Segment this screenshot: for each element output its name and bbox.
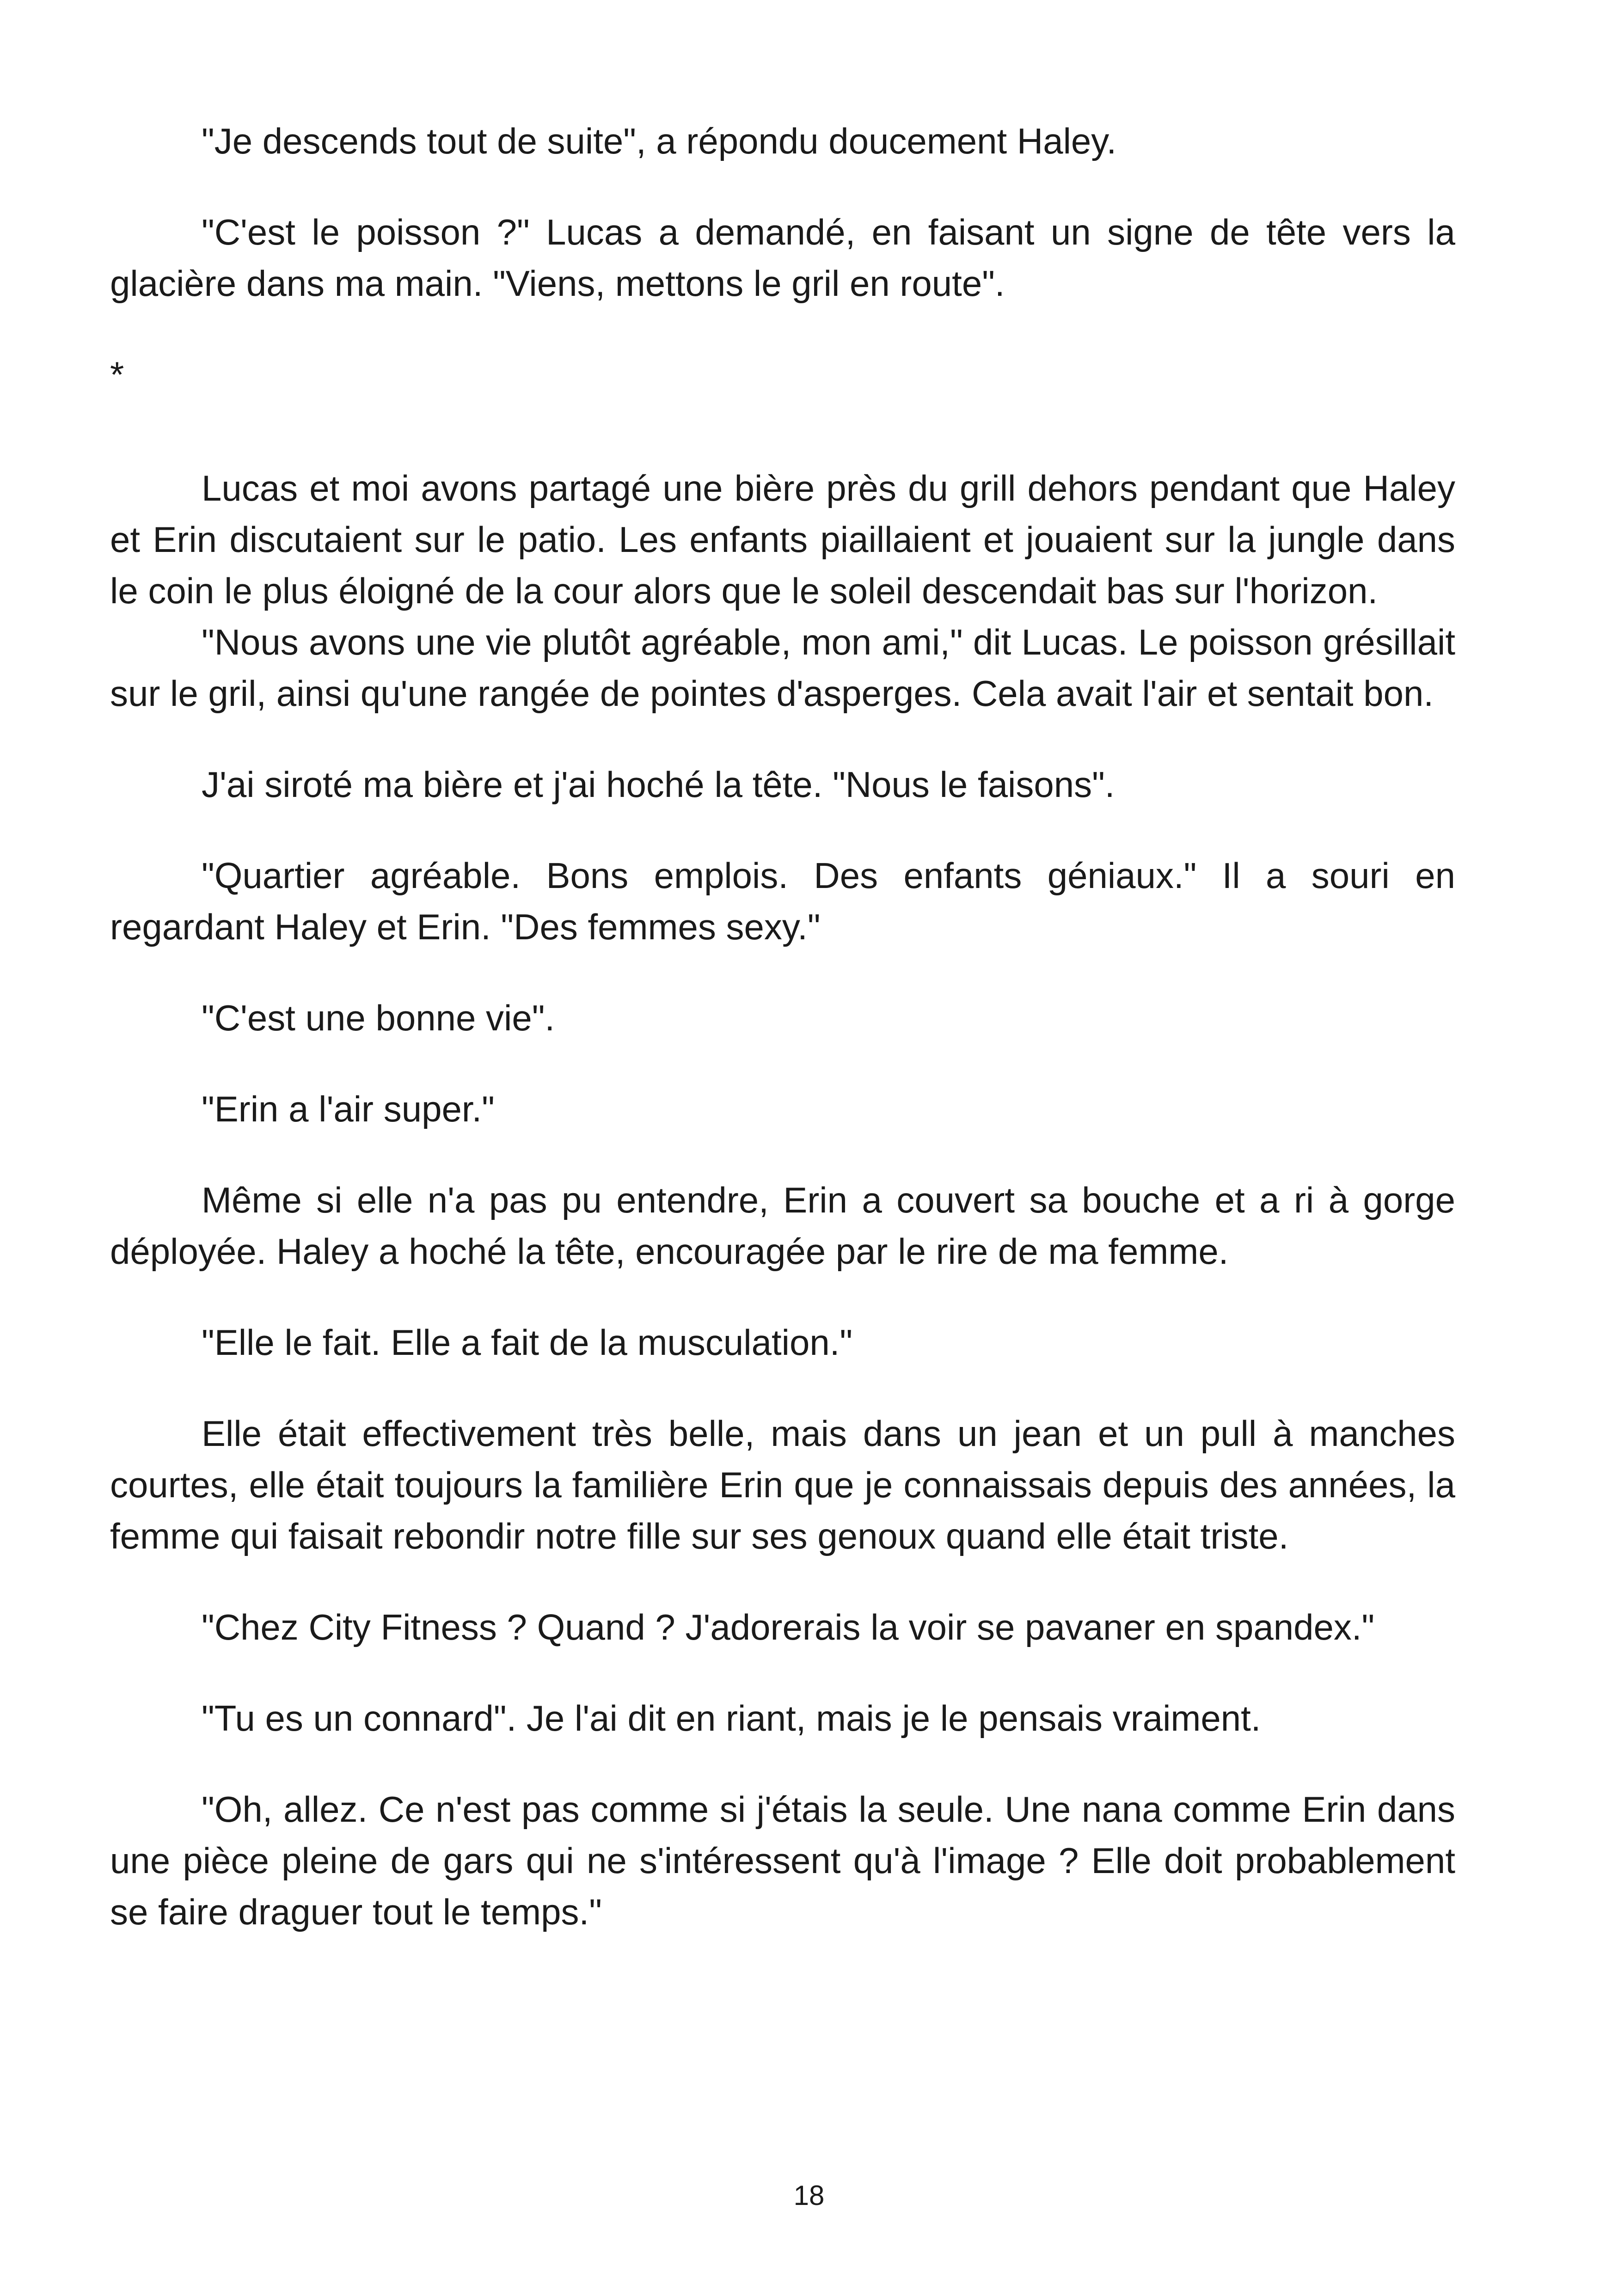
page-body <box>110 116 1455 1938</box>
paragraph: J'ai siroté ma bière et j'ai hoché la tête. "Nous le faisons". <box>202 764 1115 805</box>
paragraph: "C'est le poisson ?" Lucas a demandé, en faisant un signe de tête vers la glacière dans ma main. "Viens, mettons le gril en route". <box>110 212 1455 304</box>
paragraph: Même si elle n'a pas pu entendre, Erin a couvert sa bouche et a ri à gorge déployée. Haley a hoché la tête, encouragée par le rire de ma femme. <box>110 1180 1455 1272</box>
paragraph: "Tu es un connard". Je l'ai dit en riant, mais je le pensais vraiment. <box>202 1698 1261 1739</box>
scene-break: * <box>110 354 124 395</box>
paragraph: "C'est une bonne vie". <box>202 998 555 1038</box>
page-number: 18 <box>793 2180 825 2211</box>
paragraph: "Chez City Fitness ? Quand ? J'adorerais la voir se pavaner en spandex." <box>202 1607 1375 1647</box>
paragraph: "Oh, allez. Ce n'est pas comme si j'étais la seule. Une nana comme Erin dans une pièce pleine de gars qui ne s'intéressent qu'à l'image ? Elle doit probablement se faire draguer tout le temps." <box>110 1789 1455 1932</box>
paragraph: "Je descends tout de suite", a répondu doucement Haley. <box>202 121 1117 161</box>
paragraph: "Nous avons une vie plutôt agréable, mon ami," dit Lucas. Le poisson grésillait sur le gril, ainsi qu'une rangée de pointes d'asperges. Cela avait l'air et sentait bon. <box>110 622 1455 714</box>
paragraph: Elle était effectivement très belle, mais dans un jean et un pull à manches courtes, elle était toujours la familière Erin que je connaissais depuis des années, la femme qui faisait rebondir notre fille sur ses genoux quand elle était triste. <box>110 1413 1455 1556</box>
paragraph: Lucas et moi avons partagé une bière près du grill dehors pendant que Haley et Erin discutaient sur le patio. Les enfants piaillaient et jouaient sur la jungle dans le coin le plus éloigné de la cour alors que le soleil descendait bas sur l'horizon. <box>110 468 1455 611</box>
paragraph: "Quartier agréable. Bons emplois. Des enfants géniaux." Il a souri en regardant Haley et Erin. "Des femmes sexy." <box>110 855 1455 947</box>
paragraph: "Elle le fait. Elle a fait de la musculation." <box>202 1322 853 1363</box>
paragraph: "Erin a l'air super." <box>202 1089 495 1129</box>
